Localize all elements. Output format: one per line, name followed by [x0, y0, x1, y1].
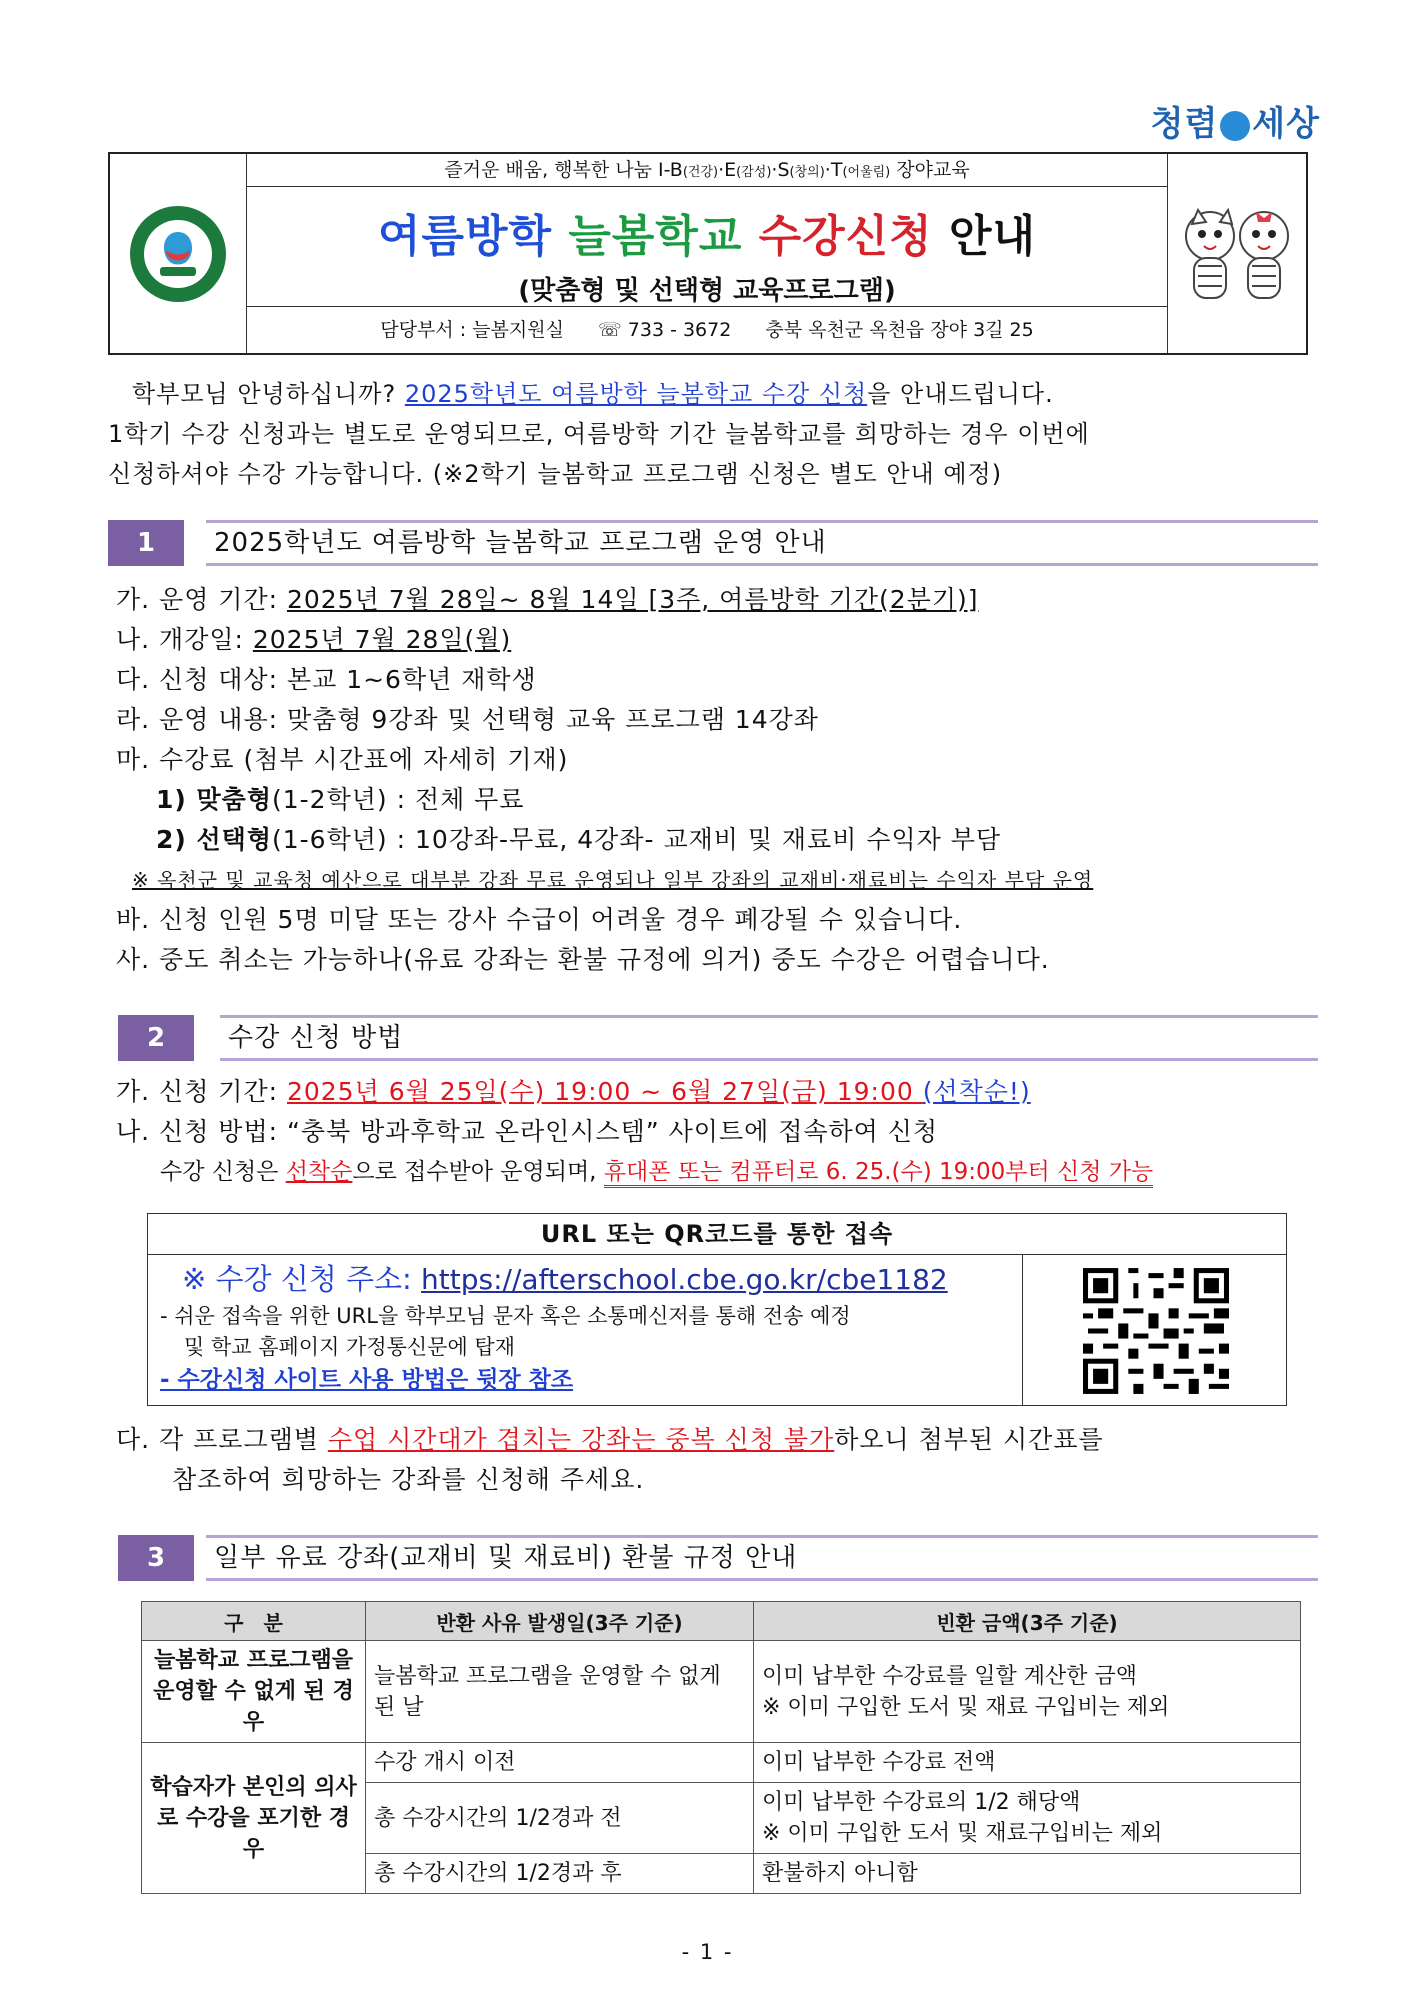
section-title: 2025학년도 여름방학 늘봄학교 프로그램 운영 안내 — [206, 520, 1318, 566]
document-subtitle: (맞춤형 및 선택형 교육프로그램) — [518, 276, 896, 306]
usage-guide-reference: - 수강신청 사이트 사용 방법은 뒷장 참조 — [160, 1367, 574, 1393]
table-row: 늘봄학교 프로그램을 운영할 수 없게 된 경우 늘봄학교 프로그램을 운영할 수 없게 된 날 이미 납부한 수강료를 일할 계산한 금액 ※ 이미 구입한 도서 및 재료 구입비는 제외 — [142, 1641, 1301, 1743]
table-row: 학습자가 본인의 의사로 수강을 포기한 경우 수강 개시 이전 이미 납부한 수강료 전액 — [142, 1743, 1301, 1783]
section-1-header — [108, 520, 1318, 566]
url-box-title: URL 또는 QR코드를 통한 접속 — [148, 1214, 1286, 1255]
qr-code-icon[interactable] — [1083, 1267, 1229, 1395]
budget-note: ※ 옥천군 및 교육청 예산으로 대부분 강좌 무료 운영되나 일부 강좌의 교재비·재료비는 수익자 부담 운영 — [132, 868, 1094, 892]
section-number: 2 — [118, 1015, 194, 1061]
document-title-block — [246, 186, 1168, 306]
section-2-content: 가. 신청 기간: 2025년 6월 25일(수) 19:00 ~ 6월 27일(금) 19:00 (선착순!) 나. 신청 방법: “충북 방과후학교 온라인시스템” 사이트에 접속하여 신청 수강 신청은 선착순으로 접수받아 운영되며, 휴대폰 또는 컴퓨터로 6. 25.(수) 19:00부터 신청 가능 — [116, 1072, 1326, 1192]
brand-text-right: 세상 — [1252, 104, 1320, 144]
section-title: 일부 유료 강좌(교재비 및 재료비) 환불 규정 안내 — [206, 1535, 1318, 1581]
tiger-mascot-icon — [1168, 154, 1306, 353]
contact-phone: ☏ 733 - 3672 — [597, 319, 732, 341]
school-logo-cell — [110, 154, 247, 353]
table-header-row — [142, 1602, 1301, 1641]
registration-link[interactable]: https://afterschool.cbe.go.kr/cbe1182 — [421, 1263, 948, 1296]
header-box — [108, 152, 1308, 355]
globe-icon — [1220, 111, 1250, 141]
contact-dept: 담당부서 : 늘봄지원실 — [380, 319, 564, 341]
page-number: - 1 - — [681, 1940, 734, 1964]
brand-logo — [1151, 96, 1320, 145]
brand-text-left: 청렴 — [1150, 104, 1219, 144]
section-number: 3 — [118, 1535, 194, 1581]
intro-highlight: 2025학년도 여름방학 늘봄학교 수강 신청 — [404, 380, 868, 408]
school-motto: 즐거운 배움, 행복한 나눔 I-B(건강)·E(감성)·S(창의)·T(어울림) 장야교육 — [246, 154, 1168, 187]
section-2-note: 다. 각 프로그램별 수업 시간대가 겹치는 강좌는 중복 신청 불가하오니 첨부된 시간표를 참조하여 희망하는 강좌를 신청해 주세요. — [116, 1425, 1104, 1494]
document-title: 여름방학 늘봄학교 수강신청 안내 — [377, 211, 1037, 262]
url-access-box — [147, 1213, 1287, 1406]
table-header: 반환 사유 발생일(3주 기준) — [366, 1602, 754, 1641]
table-header: 빈환 금액(3주 기준) — [754, 1602, 1301, 1641]
mascot-cell — [1167, 154, 1306, 353]
refund-table — [141, 1601, 1301, 1894]
table-row: 총 수강시간의 1/2경과 후 환불하지 아니함 — [142, 1854, 1301, 1894]
url-box-body: ※ 수강 신청 주소: https://afterschool.cbe.go.kr/cbe1182 - 쉬운 접속을 위한 URL을 학부모님 문자 혹은 소통메신저를 통해 전송 예정 및 학교 홈페이지 가정통신문에 탑재 - 수강신청 사이트 사용 방법은 뒷장 참조 — [148, 1254, 1023, 1405]
intro-paragraph: 학부모님 안녕하십니까? 2025학년도 여름방학 늘봄학교 수강 신청을 안내드립니다. 1학기 수강 신청과는 별도로 운영되므로, 여름방학 기간 늘봄학교를 희망하는 경우 이번에 신청하셔야 수강 가능합니다. (※2학기 늘봄학교 프로그램 신청은 별도 안내 예정) — [108, 380, 1090, 488]
table-header: 구 분 — [142, 1602, 366, 1641]
section-2-header — [108, 1015, 1318, 1061]
table-row: 총 수강시간의 1/2경과 전 이미 납부한 수강료의 1/2 해당액 ※ 이미 구입한 도서 및 재료구입비는 제외 — [142, 1783, 1301, 1854]
contact-info — [246, 306, 1168, 354]
section-number: 1 — [108, 520, 184, 566]
school-emblem-icon — [110, 154, 246, 353]
contact-address: 충북 옥천군 옥천읍 장야 3길 25 — [765, 319, 1034, 341]
section-3-header — [108, 1535, 1318, 1581]
section-1-content: 가. 운영 기간: 2025년 7월 28일~ 8월 14일 [3주, 여름방학 기간(2분기)] 나. 개강일: 2025년 7월 28일(월) 다. 신청 대상: 본교 1~6학년 재학생 라. 운영 내용: 맞춤형 9강좌 및 선택형 교육 프로그램 14강좌 마. 수강료 (첨부 시간표에 자세히 기재) 1) 맞춤형(1-2학년) : 전체 무료 2) 선택형(1-6학년) : 10강좌-무료, 4강좌- 교재비 및 재료비 수익자 부담 ※ 옥천군 및 교육청 예산으로 대부분 강좌 무료 운영되나 일부 강좌의 교재비·재료비는 수익자 부담 운영 바. 신청 인원 5명 미달 또는 강사 수급이 어려울 경우 폐강될 수 있습니다. 사. 중도 취소는 가능하나(유료 강좌는 환불 규정에 의거) 중도 수강은 어렵습니다. — [116, 580, 1326, 980]
section-title: 수강 신청 방법 — [220, 1015, 1318, 1061]
